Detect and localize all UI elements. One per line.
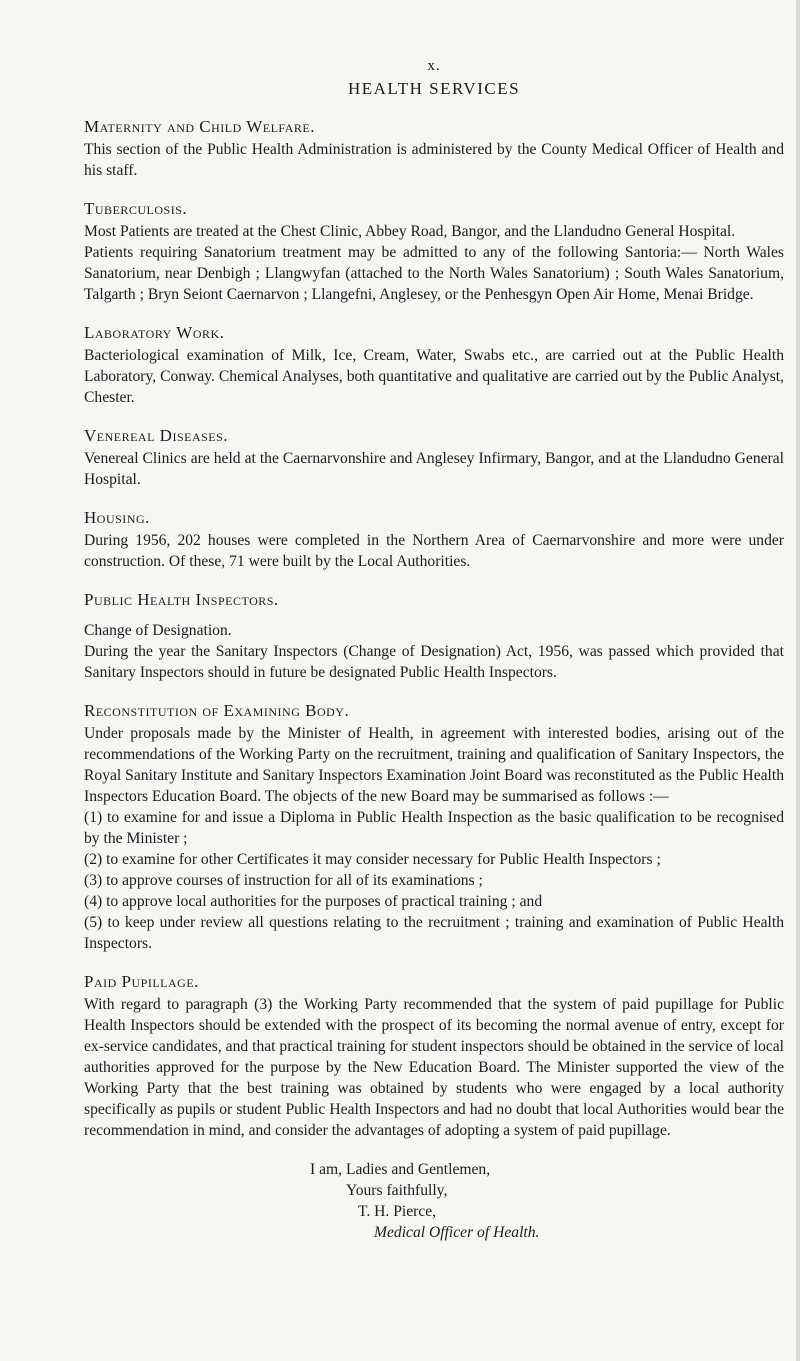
section-heading: Public Health Inspectors. [84, 590, 279, 609]
page-number: x. [427, 58, 441, 74]
paragraph: Patients requiring Sanatorium treatment may be admitted to any of the following Santoria:— North Wales Sanatorium, near Denbigh ; Llangwyfan (attached to the North Wales Sanatorium) ; South Wales Sanatorium, Talgarth ; Bryn Seiont Caernarvon ; Llangefni, Anglesey, or the Penhesgyn Open Air Home, Menai Bridge. [84, 244, 784, 303]
signature-closing: Yours faithfully, [346, 1182, 448, 1199]
list-item: (4) to approve local authorities for the purposes of practical training ; and [84, 893, 543, 910]
section-heading: Maternity and Child Welfare. [84, 117, 315, 136]
section-tuberculosis [84, 199, 784, 305]
signature-role: Medical Officer of Health. [374, 1224, 540, 1241]
paragraph: This section of the Public Health Administration is administered by the County Medical Officer of Health and his staff. [84, 141, 784, 179]
section-heading: Paid Pupillage. [84, 972, 199, 991]
paragraph: Most Patients are treated at the Chest Clinic, Abbey Road, Bangor, and the Llandudno General Hospital. [84, 223, 736, 240]
section-heading: Tuberculosis. [84, 199, 188, 218]
section-pupillage [84, 972, 784, 1141]
signature-name: T. H. Pierce, [358, 1203, 437, 1220]
section-laboratory [84, 323, 784, 408]
list-item: (2) to examine for other Certificates it may consider necessary for Public Health Inspectors ; [84, 851, 661, 868]
section-heading: Venereal Diseases. [84, 426, 229, 445]
section-venereal [84, 426, 784, 490]
paragraph: With regard to paragraph (3) the Working Party recommended that the system of paid pupillage for Public Health Inspectors should be extended with the prospect of its becoming the normal avenue of entry, except for ex-service candidates, and that practical training for student inspectors should be obtained in the service of local authorities approved for the purpose by the New Education Board. The Minister supported the view of the Working Party that the best training was obtained by students who were engaged by a local authority specifically as pupils or student Public Health Inspectors and had no doubt that local Authorities would bear the recommendation in mind, and consider the advantages of adopting a system of paid pupillage. [84, 996, 784, 1139]
subsection-heading: Change of Designation. [84, 622, 232, 639]
signature-block [310, 1159, 784, 1243]
signature-salutation: I am, Ladies and Gentlemen, [310, 1161, 491, 1178]
document-page [84, 58, 784, 1243]
section-reconstitution [84, 701, 784, 954]
list-item: (3) to approve courses of instruction for all of its examinations ; [84, 872, 483, 889]
page-title: HEALTH SERVICES [347, 79, 521, 98]
section-heading: Reconstitution of Examining Body. [84, 701, 350, 720]
page-edge [796, 0, 800, 1361]
list-item: (5) to keep under review all questions relating to the recruitment ; training and examination of Public Health Inspectors. [84, 914, 784, 952]
paragraph: During 1956, 202 houses were completed in the Northern Area of Caernarvonshire and more were under construction. Of these, 71 were built by the Local Authorities. [84, 532, 784, 570]
section-maternity [84, 117, 784, 181]
paragraph: Venereal Clinics are held at the Caernarvonshire and Anglesey Infirmary, Bangor, and at the Llandudno General Hospital. [84, 450, 784, 488]
section-housing [84, 508, 784, 572]
section-heading: Laboratory Work. [84, 323, 225, 342]
paragraph: Under proposals made by the Minister of Health, in agreement with interested bodies, arising out of the recommendations of the Working Party on the recruitment, training and qualification of Sanitary Inspectors, the Royal Sanitary Institute and Sanitary Inspectors Examination Joint Board was reconstituted as the Public Health Inspectors Education Board. The objects of the new Board may be summarised as follows :— [84, 725, 784, 805]
paragraph: During the year the Sanitary Inspectors (Change of Designation) Act, 1956, was passed which provided that Sanitary Inspectors should in future be designated Public Health Inspectors. [84, 643, 784, 681]
list-item: (1) to examine for and issue a Diploma in Public Health Inspection as the basic qualification to be recognised by the Minister ; [84, 809, 784, 847]
section-designation [84, 620, 784, 683]
section-phi [84, 590, 784, 610]
section-heading: Housing. [84, 508, 150, 527]
paragraph: Bacteriological examination of Milk, Ice, Cream, Water, Swabs etc., are carried out at the Public Health Laboratory, Conway. Chemical Analyses, both quantitative and qualitative are carried out by the Public Analyst, Chester. [84, 347, 784, 406]
